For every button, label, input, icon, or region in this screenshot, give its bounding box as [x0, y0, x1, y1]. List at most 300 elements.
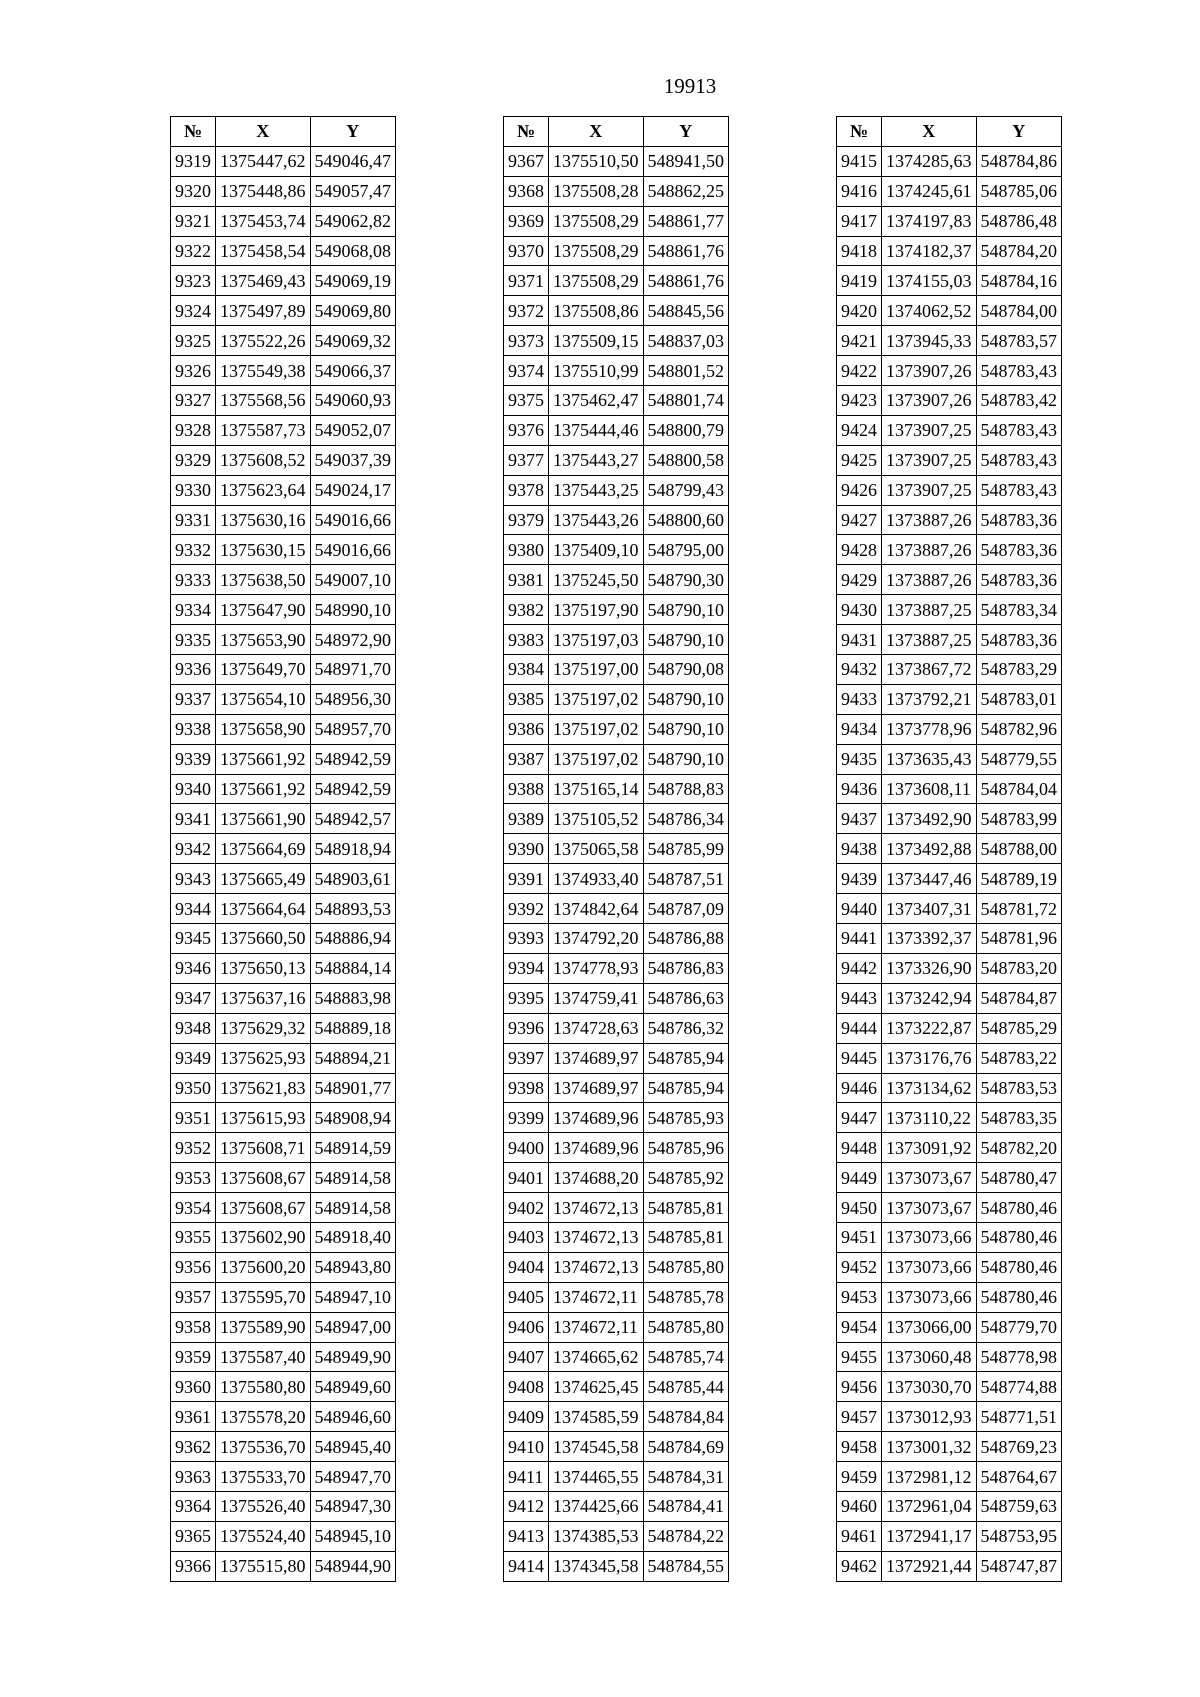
y-coordinate: 548800,60 — [643, 505, 729, 535]
table-row — [837, 565, 1062, 595]
x-coordinate: 1373392,37 — [882, 924, 977, 954]
point-number: 9334 — [171, 595, 216, 625]
x-coordinate: 1375197,02 — [549, 714, 644, 744]
y-coordinate: 548861,77 — [643, 206, 729, 236]
x-coordinate: 1372981,12 — [882, 1462, 977, 1492]
x-coordinate: 1375448,86 — [216, 176, 311, 206]
point-number: 9420 — [837, 296, 882, 326]
point-number: 9337 — [171, 684, 216, 714]
x-coordinate: 1375197,02 — [549, 744, 644, 774]
y-coordinate: 548769,23 — [976, 1432, 1062, 1462]
point-number: 9409 — [504, 1402, 549, 1432]
y-coordinate: 549046,47 — [310, 146, 396, 176]
point-number: 9351 — [171, 1103, 216, 1133]
point-number: 9381 — [504, 565, 549, 595]
table-row — [837, 834, 1062, 864]
y-coordinate: 548914,58 — [310, 1193, 396, 1223]
point-number: 9449 — [837, 1163, 882, 1193]
table-row — [837, 744, 1062, 774]
y-coordinate: 548801,52 — [643, 356, 729, 386]
table-row — [504, 146, 729, 176]
table-row — [504, 1491, 729, 1521]
y-coordinate: 548781,72 — [976, 894, 1062, 924]
point-number: 9408 — [504, 1372, 549, 1402]
table-row — [171, 1163, 396, 1193]
point-number: 9407 — [504, 1342, 549, 1372]
x-coordinate: 1375197,02 — [549, 684, 644, 714]
x-coordinate: 1375608,71 — [216, 1133, 311, 1163]
y-coordinate: 548785,93 — [643, 1103, 729, 1133]
x-coordinate: 1375443,27 — [549, 445, 644, 475]
y-coordinate: 548908,94 — [310, 1103, 396, 1133]
table-row — [837, 1043, 1062, 1073]
point-number: 9327 — [171, 386, 216, 416]
x-coordinate: 1373887,25 — [882, 595, 977, 625]
table-row — [504, 206, 729, 236]
point-number: 9441 — [837, 924, 882, 954]
x-coordinate: 1375515,80 — [216, 1551, 311, 1581]
point-number: 9446 — [837, 1073, 882, 1103]
y-coordinate: 548785,94 — [643, 1043, 729, 1073]
y-coordinate: 548783,36 — [976, 625, 1062, 655]
x-coordinate: 1375526,40 — [216, 1491, 311, 1521]
point-number: 9410 — [504, 1432, 549, 1462]
x-coordinate: 1372921,44 — [882, 1551, 977, 1581]
x-coordinate: 1373242,94 — [882, 983, 977, 1013]
point-number: 9367 — [504, 146, 549, 176]
table-row — [504, 595, 729, 625]
point-number: 9455 — [837, 1342, 882, 1372]
point-number: 9358 — [171, 1312, 216, 1342]
table-row — [171, 1222, 396, 1252]
point-number: 9359 — [171, 1342, 216, 1372]
table-row — [171, 356, 396, 386]
point-number: 9438 — [837, 834, 882, 864]
y-coordinate: 548914,58 — [310, 1163, 396, 1193]
y-coordinate: 548784,41 — [643, 1491, 729, 1521]
x-coordinate: 1375536,70 — [216, 1432, 311, 1462]
table-row — [504, 1193, 729, 1223]
table-row — [171, 1432, 396, 1462]
y-coordinate: 548779,70 — [976, 1312, 1062, 1342]
table-row — [504, 774, 729, 804]
x-coordinate: 1373608,11 — [882, 774, 977, 804]
y-coordinate: 548785,78 — [643, 1282, 729, 1312]
point-number: 9389 — [504, 804, 549, 834]
point-number: 9388 — [504, 774, 549, 804]
table-row — [837, 714, 1062, 744]
point-number: 9404 — [504, 1252, 549, 1282]
table-row — [837, 684, 1062, 714]
y-coordinate: 548956,30 — [310, 684, 396, 714]
point-number: 9344 — [171, 894, 216, 924]
y-coordinate: 548787,09 — [643, 894, 729, 924]
table-row — [171, 146, 396, 176]
y-coordinate: 548785,80 — [643, 1312, 729, 1342]
y-coordinate: 548782,20 — [976, 1133, 1062, 1163]
x-coordinate: 1375508,29 — [549, 206, 644, 236]
y-coordinate: 548945,10 — [310, 1521, 396, 1551]
x-coordinate: 1375608,52 — [216, 445, 311, 475]
y-coordinate: 548789,19 — [976, 864, 1062, 894]
coordinate-table-2 — [503, 116, 729, 1582]
table-row — [837, 266, 1062, 296]
y-coordinate: 548801,74 — [643, 386, 729, 416]
point-number: 9433 — [837, 684, 882, 714]
y-coordinate: 549057,47 — [310, 176, 396, 206]
x-coordinate: 1375105,52 — [549, 804, 644, 834]
table-row — [171, 1252, 396, 1282]
x-coordinate: 1374842,64 — [549, 894, 644, 924]
x-coordinate: 1375595,70 — [216, 1282, 311, 1312]
point-number: 9454 — [837, 1312, 882, 1342]
y-coordinate: 548785,92 — [643, 1163, 729, 1193]
point-number: 9439 — [837, 864, 882, 894]
point-number: 9392 — [504, 894, 549, 924]
x-coordinate: 1375549,38 — [216, 356, 311, 386]
table-row — [837, 415, 1062, 445]
table-row — [837, 445, 1062, 475]
table-row — [171, 625, 396, 655]
x-coordinate: 1375664,69 — [216, 834, 311, 864]
table-row — [504, 1133, 729, 1163]
y-coordinate: 548784,69 — [643, 1432, 729, 1462]
y-coordinate: 548942,59 — [310, 774, 396, 804]
y-coordinate: 549016,66 — [310, 505, 396, 535]
table-row — [504, 445, 729, 475]
point-number: 9432 — [837, 655, 882, 685]
point-number: 9429 — [837, 565, 882, 595]
point-number: 9356 — [171, 1252, 216, 1282]
x-coordinate: 1375661,92 — [216, 774, 311, 804]
table-row — [837, 864, 1062, 894]
table-row — [171, 834, 396, 864]
x-coordinate: 1374672,11 — [549, 1312, 644, 1342]
table-row — [504, 356, 729, 386]
y-coordinate: 548894,21 — [310, 1043, 396, 1073]
point-number: 9382 — [504, 595, 549, 625]
y-coordinate: 549060,93 — [310, 386, 396, 416]
y-coordinate: 548790,10 — [643, 744, 729, 774]
y-coordinate: 548771,51 — [976, 1402, 1062, 1432]
point-number: 9402 — [504, 1193, 549, 1223]
table-row — [837, 386, 1062, 416]
x-coordinate: 1374672,13 — [549, 1252, 644, 1282]
x-coordinate: 1374385,53 — [549, 1521, 644, 1551]
table-row — [171, 595, 396, 625]
y-coordinate: 548784,04 — [976, 774, 1062, 804]
point-number: 9459 — [837, 1462, 882, 1492]
y-coordinate: 548788,00 — [976, 834, 1062, 864]
point-number: 9424 — [837, 415, 882, 445]
y-coordinate: 548781,96 — [976, 924, 1062, 954]
y-coordinate: 549052,07 — [310, 415, 396, 445]
table-row — [837, 625, 1062, 655]
y-coordinate: 548790,10 — [643, 625, 729, 655]
point-number: 9445 — [837, 1043, 882, 1073]
point-number: 9448 — [837, 1133, 882, 1163]
y-coordinate: 548942,57 — [310, 804, 396, 834]
point-number: 9390 — [504, 834, 549, 864]
table-row — [171, 1193, 396, 1223]
coordinate-table-3 — [836, 116, 1062, 1582]
point-number: 9362 — [171, 1432, 216, 1462]
point-number: 9380 — [504, 535, 549, 565]
x-coordinate: 1375660,50 — [216, 924, 311, 954]
table-row — [171, 1402, 396, 1432]
point-number: 9411 — [504, 1462, 549, 1492]
table-row — [171, 326, 396, 356]
table-row — [837, 1252, 1062, 1282]
x-coordinate: 1373407,31 — [882, 894, 977, 924]
table-row — [171, 206, 396, 236]
y-coordinate: 548845,56 — [643, 296, 729, 326]
point-number: 9369 — [504, 206, 549, 236]
point-number: 9349 — [171, 1043, 216, 1073]
table-row — [171, 744, 396, 774]
table-row — [504, 1551, 729, 1581]
x-coordinate: 1375621,83 — [216, 1073, 311, 1103]
table-row — [837, 1133, 1062, 1163]
x-coordinate: 1375462,47 — [549, 386, 644, 416]
table-row — [837, 894, 1062, 924]
x-coordinate: 1374689,97 — [549, 1073, 644, 1103]
y-coordinate: 548783,43 — [976, 445, 1062, 475]
point-number: 9324 — [171, 296, 216, 326]
x-coordinate: 1375608,67 — [216, 1163, 311, 1193]
point-number: 9377 — [504, 445, 549, 475]
coordinate-table-1 — [170, 116, 396, 1582]
y-coordinate: 548774,88 — [976, 1372, 1062, 1402]
x-coordinate: 1375197,90 — [549, 595, 644, 625]
table-row — [171, 1133, 396, 1163]
table-row — [171, 1312, 396, 1342]
y-coordinate: 548947,70 — [310, 1462, 396, 1492]
point-number: 9319 — [171, 146, 216, 176]
table-row — [504, 864, 729, 894]
point-number: 9328 — [171, 415, 216, 445]
x-coordinate: 1373635,43 — [882, 744, 977, 774]
x-coordinate: 1375508,28 — [549, 176, 644, 206]
point-number: 9348 — [171, 1013, 216, 1043]
table-row — [504, 475, 729, 505]
point-number: 9403 — [504, 1222, 549, 1252]
table-row — [504, 655, 729, 685]
table-row — [837, 535, 1062, 565]
y-coordinate: 549007,10 — [310, 565, 396, 595]
x-coordinate: 1375443,26 — [549, 505, 644, 535]
point-number: 9385 — [504, 684, 549, 714]
header-x: X — [882, 117, 977, 147]
table-row — [837, 804, 1062, 834]
table-row — [837, 505, 1062, 535]
y-coordinate: 548786,48 — [976, 206, 1062, 236]
x-coordinate: 1375661,90 — [216, 804, 311, 834]
point-number: 9387 — [504, 744, 549, 774]
x-coordinate: 1375444,46 — [549, 415, 644, 445]
x-coordinate: 1373326,90 — [882, 953, 977, 983]
x-coordinate: 1375458,54 — [216, 236, 311, 266]
x-coordinate: 1375602,90 — [216, 1222, 311, 1252]
x-coordinate: 1374689,97 — [549, 1043, 644, 1073]
point-number: 9417 — [837, 206, 882, 236]
point-number: 9355 — [171, 1222, 216, 1252]
point-number: 9393 — [504, 924, 549, 954]
x-coordinate: 1373887,26 — [882, 565, 977, 595]
x-coordinate: 1373134,62 — [882, 1073, 977, 1103]
point-number: 9396 — [504, 1013, 549, 1043]
y-coordinate: 548785,80 — [643, 1252, 729, 1282]
point-number: 9419 — [837, 266, 882, 296]
point-number: 9447 — [837, 1103, 882, 1133]
x-coordinate: 1375533,70 — [216, 1462, 311, 1492]
point-number: 9365 — [171, 1521, 216, 1551]
point-number: 9401 — [504, 1163, 549, 1193]
point-number: 9339 — [171, 744, 216, 774]
x-coordinate: 1375508,29 — [549, 266, 644, 296]
point-number: 9368 — [504, 176, 549, 206]
header-y: Y — [310, 117, 396, 147]
y-coordinate: 548753,95 — [976, 1521, 1062, 1551]
point-number: 9406 — [504, 1312, 549, 1342]
y-coordinate: 548783,22 — [976, 1043, 1062, 1073]
y-coordinate: 548783,35 — [976, 1103, 1062, 1133]
table-row — [504, 894, 729, 924]
point-number: 9379 — [504, 505, 549, 535]
point-number: 9341 — [171, 804, 216, 834]
x-coordinate: 1375653,90 — [216, 625, 311, 655]
table-row — [504, 834, 729, 864]
x-coordinate: 1374672,13 — [549, 1222, 644, 1252]
x-coordinate: 1375197,03 — [549, 625, 644, 655]
x-coordinate: 1373176,76 — [882, 1043, 977, 1073]
header-y: Y — [976, 117, 1062, 147]
table-row — [171, 1013, 396, 1043]
x-coordinate: 1375650,13 — [216, 953, 311, 983]
table-row — [171, 1491, 396, 1521]
y-coordinate: 548783,36 — [976, 565, 1062, 595]
table-row — [504, 1432, 729, 1462]
y-coordinate: 548780,47 — [976, 1163, 1062, 1193]
table-row — [837, 1372, 1062, 1402]
table-row — [504, 1342, 729, 1372]
table-row — [837, 356, 1062, 386]
y-coordinate: 548790,08 — [643, 655, 729, 685]
y-coordinate: 549069,19 — [310, 266, 396, 296]
y-coordinate: 548783,43 — [976, 356, 1062, 386]
x-coordinate: 1373091,92 — [882, 1133, 977, 1163]
point-number: 9460 — [837, 1491, 882, 1521]
point-number: 9437 — [837, 804, 882, 834]
point-number: 9443 — [837, 983, 882, 1013]
table-row — [837, 1432, 1062, 1462]
x-coordinate: 1374778,93 — [549, 953, 644, 983]
x-coordinate: 1375615,93 — [216, 1103, 311, 1133]
table-row — [837, 1103, 1062, 1133]
x-coordinate: 1373778,96 — [882, 714, 977, 744]
y-coordinate: 548800,79 — [643, 415, 729, 445]
x-coordinate: 1375647,90 — [216, 595, 311, 625]
table-row — [171, 983, 396, 1013]
point-number: 9366 — [171, 1551, 216, 1581]
x-coordinate: 1375510,99 — [549, 356, 644, 386]
y-coordinate: 549069,32 — [310, 326, 396, 356]
y-coordinate: 548944,90 — [310, 1551, 396, 1581]
y-coordinate: 548784,16 — [976, 266, 1062, 296]
x-coordinate: 1375509,15 — [549, 326, 644, 356]
y-coordinate: 548784,87 — [976, 983, 1062, 1013]
x-coordinate: 1375654,10 — [216, 684, 311, 714]
y-coordinate: 548784,84 — [643, 1402, 729, 1432]
y-coordinate: 548785,06 — [976, 176, 1062, 206]
x-coordinate: 1373887,25 — [882, 625, 977, 655]
table-row — [504, 1163, 729, 1193]
x-coordinate: 1373073,67 — [882, 1163, 977, 1193]
table-row — [504, 326, 729, 356]
point-number: 9372 — [504, 296, 549, 326]
point-number: 9345 — [171, 924, 216, 954]
x-coordinate: 1375580,80 — [216, 1372, 311, 1402]
point-number: 9435 — [837, 744, 882, 774]
y-coordinate: 548942,59 — [310, 744, 396, 774]
x-coordinate: 1374688,20 — [549, 1163, 644, 1193]
table-row — [171, 266, 396, 296]
point-number: 9333 — [171, 565, 216, 595]
header-x: X — [216, 117, 311, 147]
point-number: 9394 — [504, 953, 549, 983]
x-coordinate: 1374062,52 — [882, 296, 977, 326]
x-coordinate: 1374625,45 — [549, 1372, 644, 1402]
table-row — [837, 595, 1062, 625]
y-coordinate: 548785,96 — [643, 1133, 729, 1163]
table-row — [504, 386, 729, 416]
y-coordinate: 548759,63 — [976, 1491, 1062, 1521]
y-coordinate: 548784,86 — [976, 146, 1062, 176]
y-coordinate: 548941,50 — [643, 146, 729, 176]
y-coordinate: 548943,80 — [310, 1252, 396, 1282]
point-number: 9423 — [837, 386, 882, 416]
x-coordinate: 1375508,29 — [549, 236, 644, 266]
table-row — [504, 1073, 729, 1103]
y-coordinate: 548786,32 — [643, 1013, 729, 1043]
point-number: 9386 — [504, 714, 549, 744]
point-number: 9397 — [504, 1043, 549, 1073]
y-coordinate: 548800,58 — [643, 445, 729, 475]
table-row — [504, 296, 729, 326]
table-row — [837, 953, 1062, 983]
table-row — [504, 1282, 729, 1312]
table-row — [504, 1312, 729, 1342]
table-row — [837, 236, 1062, 266]
y-coordinate: 548785,81 — [643, 1193, 729, 1223]
y-coordinate: 548949,90 — [310, 1342, 396, 1372]
table-row — [837, 1073, 1062, 1103]
x-coordinate: 1373222,87 — [882, 1013, 977, 1043]
point-number: 9330 — [171, 475, 216, 505]
y-coordinate: 548884,14 — [310, 953, 396, 983]
table-row — [171, 1103, 396, 1133]
table-row — [837, 475, 1062, 505]
x-coordinate: 1374182,37 — [882, 236, 977, 266]
y-coordinate: 548893,53 — [310, 894, 396, 924]
y-coordinate: 548778,98 — [976, 1342, 1062, 1372]
table-row — [504, 684, 729, 714]
point-number: 9335 — [171, 625, 216, 655]
x-coordinate: 1374545,58 — [549, 1432, 644, 1462]
point-number: 9340 — [171, 774, 216, 804]
point-number: 9322 — [171, 236, 216, 266]
y-coordinate: 548783,99 — [976, 804, 1062, 834]
